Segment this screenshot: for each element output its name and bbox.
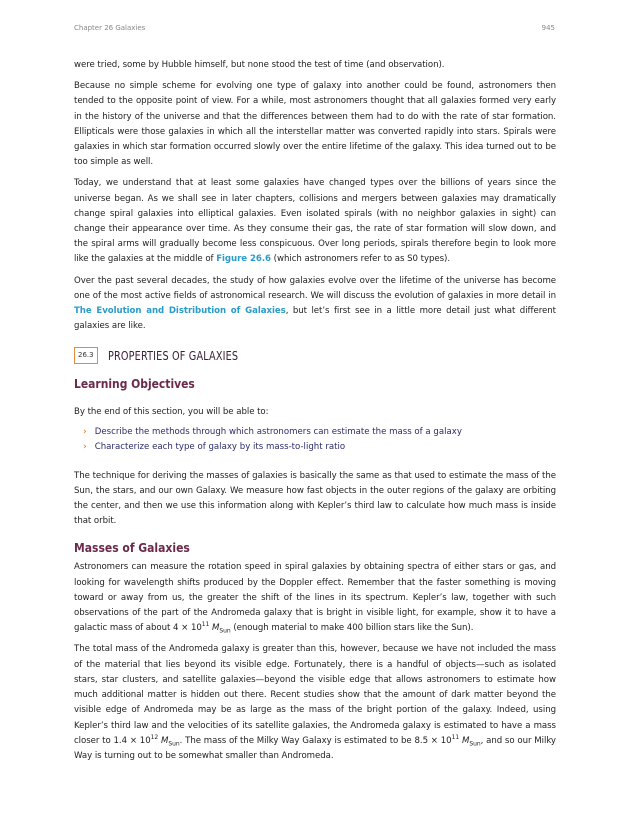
objective-text: Characterize each type of galaxy by its mass-to-light ratio bbox=[94, 441, 346, 452]
learning-objectives-intro: By the end of this section, you will be able to: bbox=[74, 407, 269, 418]
running-header bbox=[74, 24, 555, 32]
paragraph-7 bbox=[74, 642, 556, 764]
exponent: 11 bbox=[201, 621, 210, 629]
mass-symbol: M bbox=[161, 735, 169, 746]
paragraph-4-text-b: , but let’s first see in a little more detail just what different galaxies are like. bbox=[74, 306, 556, 332]
mass-symbol: M bbox=[212, 623, 220, 634]
paragraph-6-text-a: Astronomers can measure the rotation speed in spiral galaxies by obtaining spectra of either stars or gas, and looking for wavelength shifts produced by the Doppler effect. Remember that the faster something is moving toward or away from us, the greater the shift of the lines in its spectrum. Kepler’s law, together with such observations of the part of the Andromeda galaxy that is bright in visible light, for example, show it to have a galactic mass of about 4 × 10 bbox=[74, 562, 556, 634]
section-number-badge: 26.3 bbox=[74, 347, 98, 364]
paragraph-1: were tried, some by Hubble himself, but none stood the test of time (and observation). bbox=[74, 60, 445, 70]
learning-objectives-list bbox=[74, 425, 556, 455]
paragraph-2: Because no simple scheme for evolving one type of galaxy into another could be found, astronomers then tended to the opposite point of view. For a while, most astronomers thought that all galaxies formed very early in the history of the universe and that the differences between them had to do with the rate of star formation. Ellipticals were those galaxies in which all the interstellar matter was converted rapidly into stars. Spirals were galaxies in which star formation occurred slowly over the entire lifetime of the galaxy. This idea turned out to be too simple as well. bbox=[74, 81, 556, 168]
chapter-label: Chapter 26 Galaxies bbox=[74, 24, 146, 32]
figure-26-6-link[interactable]: Figure 26.6 bbox=[216, 254, 271, 265]
masses-of-galaxies-heading: Masses of Galaxies bbox=[74, 541, 190, 556]
evolution-distribution-link[interactable]: The Evolution and Distribution of Galaxies bbox=[74, 306, 286, 317]
section-title: PROPERTIES OF GALAXIES bbox=[107, 348, 238, 364]
mass-symbol: M bbox=[461, 735, 470, 746]
paragraph-3-text-a: Today, we understand that at least some galaxies have changed types over the billions of years since the universe began. As we shall see in later chapters, collisions and mergers between galaxies may dramatically change spiral galaxies into elliptical galaxies. Even isolated spirals (with no neighbor galaxies in sight) can change their appearance over time. As they consume their gas, the rate of star formation will slow down, and the spiral arms will gradually become less conspicuous. Over long periods, spirals therefore begin to look more like the galaxies at the middle of bbox=[74, 178, 556, 265]
objective-text: Describe the methods through which astronomers can estimate the mass of a galaxy bbox=[94, 426, 462, 437]
paragraph-3 bbox=[74, 176, 556, 267]
list-item bbox=[83, 425, 556, 440]
learning-objectives-heading: Learning Objectives bbox=[74, 376, 195, 392]
paragraph-7-text-c: , and so our Milky Way is turning out to be somewhat smaller than Andromeda. bbox=[74, 735, 556, 761]
paragraph-7-text-a: The total mass of the Andromeda galaxy is greater than this, however, because we have not included the mass of the material that lies beyond its visible edge. Fortunately, there is a handful of objects—such as isolated stars, star clusters, and satellite galaxies—beyond the visible edge that allows astronomers to estimate how much additional matter is hidden out there. Recent studies show that the amount of dark matter beyond the visible edge of Andromeda may be as large as the mass of the bright portion of the galaxy. Indeed, using Kepler’s third law and the velocities of its satellite galaxies, the Andromeda galaxy is estimated to have a mass closer to 1.4 × 10 bbox=[74, 644, 556, 746]
exponent: 11 bbox=[451, 733, 460, 741]
sun-subscript: Sun bbox=[168, 740, 180, 748]
exponent: 12 bbox=[150, 733, 159, 741]
paragraph-6 bbox=[74, 560, 556, 636]
paragraph-7-text-b: . The mass of the Milky Way Galaxy is estimated to be 8.5 × 10 bbox=[179, 735, 452, 746]
paragraph-6-text-b: (enough material to make 400 billion stars like the Sun). bbox=[230, 623, 474, 634]
chevron-right-icon: › bbox=[83, 441, 87, 452]
paragraph-4 bbox=[74, 274, 556, 335]
paragraph-5: The technique for deriving the masses of galaxies is basically the same as that used to estimate the mass of the Sun, the stars, and our own Galaxy. We measure how fast objects in the outer regions of the galaxy are orbiting the center, and then we use this information along with Kepler’s third law to calculate how much mass is inside that orbit. bbox=[74, 470, 556, 527]
chevron-right-icon: › bbox=[83, 426, 87, 437]
sun-subscript: Sun bbox=[219, 628, 231, 635]
list-item bbox=[83, 440, 556, 455]
body-text bbox=[74, 58, 556, 770]
paragraph-3-text-b: (which astronomers refer to as S0 types). bbox=[271, 254, 451, 265]
page-number: 945 bbox=[541, 24, 555, 32]
section-heading bbox=[74, 347, 556, 364]
paragraph-4-text-a: Over the past several decades, the study of how galaxies evolve over the lifetime of the universe has become one of the most active fields of astronomical research. We will discuss the evolution of galaxies in more detail in bbox=[74, 275, 556, 301]
sun-subscript: Sun bbox=[469, 740, 481, 748]
